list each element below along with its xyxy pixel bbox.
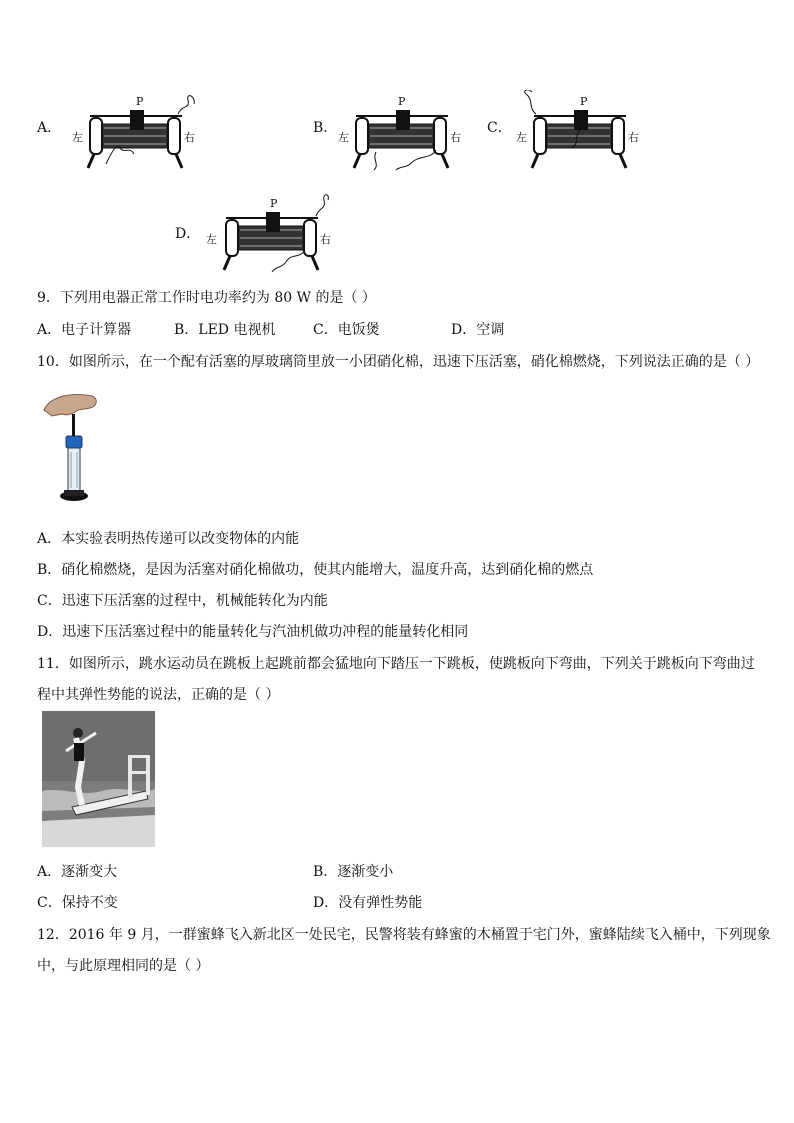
q8-option-b-letter: B． [313, 120, 338, 136]
slider-p-label: P [136, 95, 144, 108]
q10-option-a: A．本实验表明热传递可以改变物体的内能 [37, 531, 300, 547]
q8-option-c-figure [514, 90, 644, 178]
right-label: 右 [450, 131, 461, 144]
q11-option-d: D．没有弹性势能 [313, 895, 423, 911]
q10-stem: 10．如图所示，在一个配有活塞的厚玻璃筒里放一小团硝化棉，迅速下压活塞，硝化棉燃烧，下列说法正确的是（ ） [37, 354, 760, 370]
right-label: 右 [320, 233, 331, 246]
q8-option-a-letter: A． [37, 120, 62, 136]
q12-stem-line1: 12．2016 年 9 月，一群蜜蜂飞入新北区一处民宅，民警将装有蜂蜜的木桶置于宅门外，蜜蜂陆续飞入桶中，下列现象 [37, 927, 771, 943]
right-label: 右 [184, 131, 195, 144]
q11-option-b: B．逐渐变小 [313, 864, 394, 880]
q8-option-c-letter: C． [487, 120, 512, 136]
q8-option-d-figure [206, 192, 336, 280]
q11-option-c: C．保持不变 [37, 895, 118, 911]
q11-diver-photo [42, 711, 155, 851]
piston-cylinder-drawing [42, 392, 102, 510]
rheostat-a-drawing [70, 94, 200, 174]
q9-option-c: C．电饭煲 [313, 322, 380, 338]
slider-p-label: P [580, 95, 588, 108]
q11-option-a: A．逐渐变大 [37, 864, 118, 880]
q11-stem-line2: 程中其弹性势能的说法，正确的是（ ） [37, 687, 280, 703]
q8-option-d-letter: D． [175, 226, 201, 242]
q10-option-c: C．迅速下压活塞的过程中，机械能转化为内能 [37, 593, 328, 609]
q9-option-d: D．空调 [451, 322, 505, 338]
q10-option-d: D．迅速下压活塞过程中的能量转化与汽油机做功冲程的能量转化相同 [37, 624, 469, 640]
slider-p-label: P [398, 95, 406, 108]
q8-option-b-figure [336, 94, 466, 178]
diver-on-springboard-drawing [42, 711, 155, 847]
left-label: 左 [72, 131, 83, 144]
q10-piston-figure [42, 392, 102, 514]
q8-option-a-figure [70, 94, 200, 178]
left-label: 左 [516, 131, 527, 144]
rheostat-c-drawing [514, 90, 644, 174]
q11-stem-line1: 11．如图所示，跳水运动员在跳板上起跳前都会猛地向下踏压一下跳板，使跳板向下弯曲，下列关于跳板向下弯曲过 [37, 656, 755, 672]
left-label: 左 [206, 233, 217, 246]
q9-stem: 9．下列用电器正常工作时电功率约为 80 W 的是（ ） [37, 290, 376, 306]
q10-option-b: B．硝化棉燃烧，是因为活塞对硝化棉做功，使其内能增大，温度升高，达到硝化棉的燃点 [37, 562, 594, 578]
right-label: 右 [628, 131, 639, 144]
q12-stem-line2: 中，与此原理相同的是（ ） [37, 958, 210, 974]
slider-p-label: P [270, 197, 278, 210]
left-label: 左 [338, 131, 349, 144]
q9-option-b: B．LED 电视机 [174, 322, 276, 338]
q9-option-a: A．电子计算器 [37, 322, 132, 338]
